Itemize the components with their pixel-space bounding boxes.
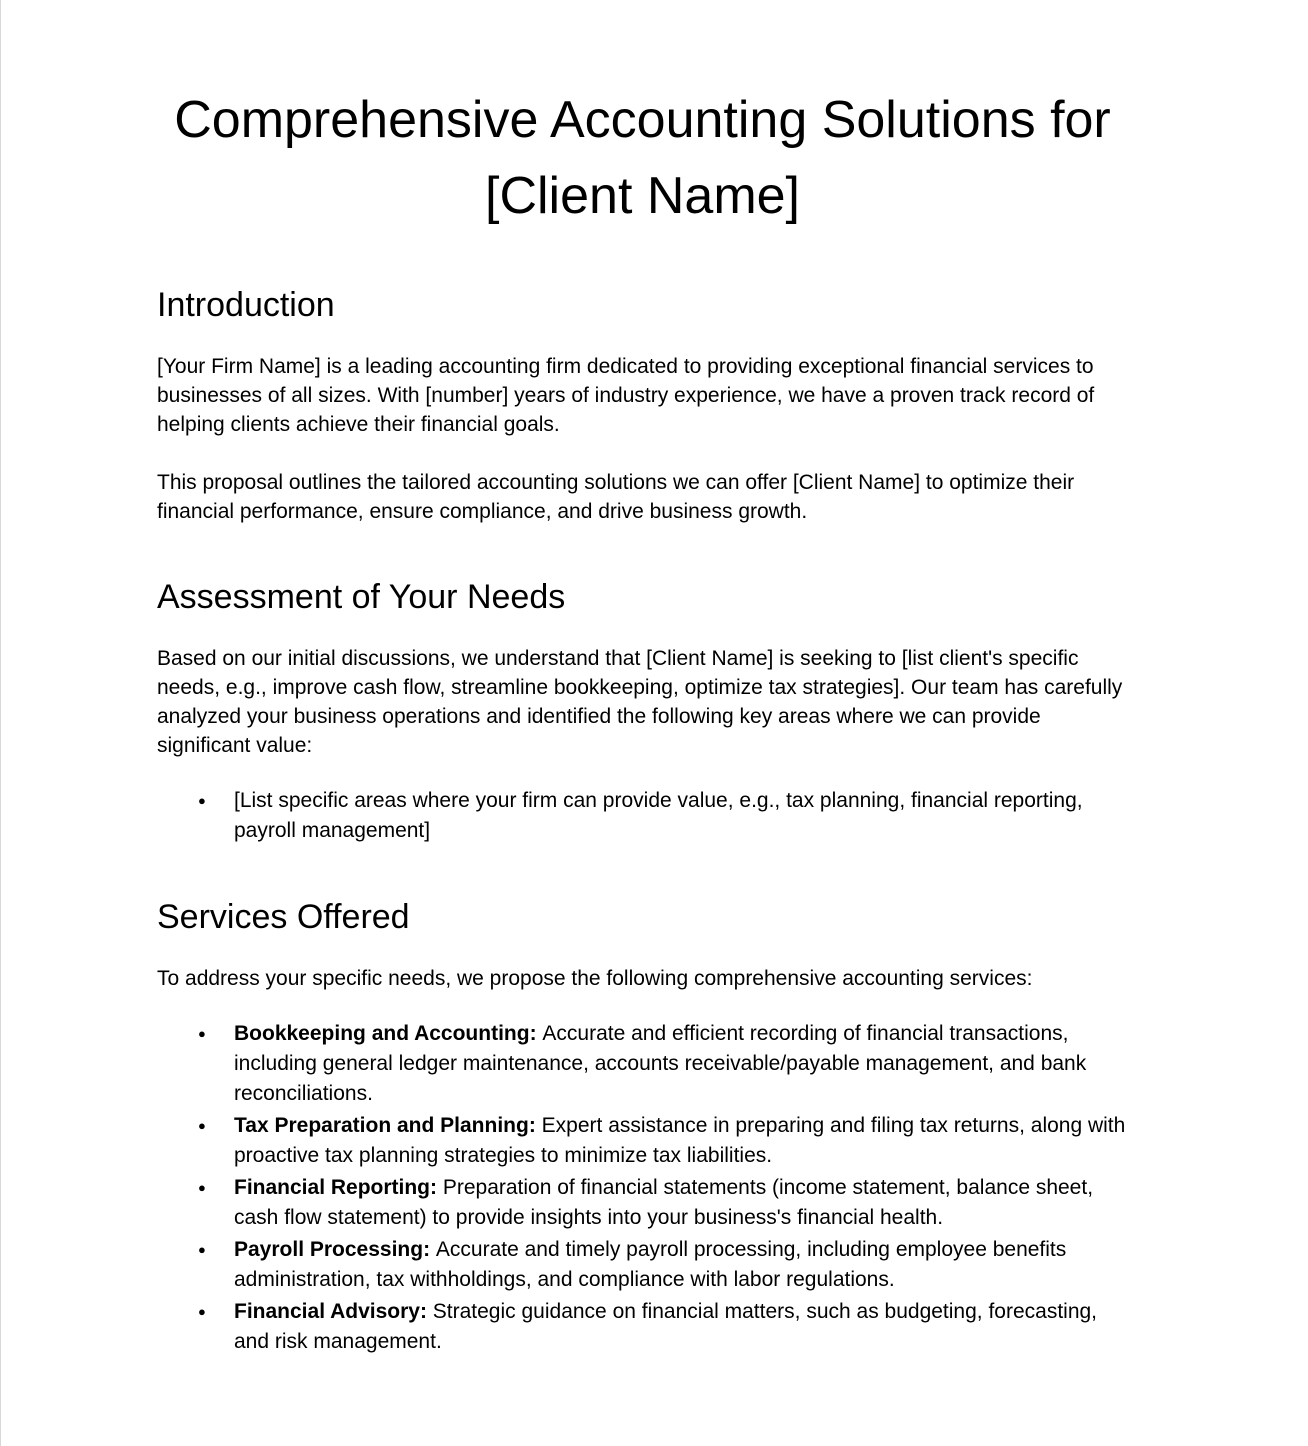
paragraph: To address your specific needs, we propose the following comprehensive accounting services: — [157, 967, 1033, 990]
list-item-lead: Payroll Processing: — [234, 1238, 436, 1261]
bullet-icon: ● — [198, 1118, 206, 1133]
bullet-icon: ● — [198, 1242, 206, 1257]
bullet-list — [157, 1019, 1128, 1357]
list-item-text: Expert assistance in preparing and filing tax returns, along with proactive tax planning strategies to minimize tax liabilities. — [234, 1114, 1126, 1167]
list-item-lead: Tax Preparation and Planning: — [234, 1114, 542, 1137]
bullet-icon: ● — [198, 1304, 206, 1319]
section-assessment-of-your-needs — [157, 576, 1128, 846]
list-item-lead: Bookkeeping and Accounting: — [234, 1022, 543, 1045]
paragraph: [Your Firm Name] is a leading accounting firm dedicated to providing exceptional financial services to businesses of all sizes. With [number] years of industry experience, we have a proven track record of helping clients achieve their financial goals. — [157, 355, 1095, 436]
document-title: Comprehensive Accounting Solutions for [Client Name] — [174, 91, 1111, 225]
paragraph: This proposal outlines the tailored accounting solutions we can offer [Client Name] to optimize their financial performance, ensure compliance, and drive business growth. — [157, 471, 1075, 523]
section-heading: Assessment of Your Needs — [157, 578, 566, 616]
bullet-list — [157, 786, 1128, 846]
list-item-text: Accurate and timely payroll processing, including employee benefits administration, tax withholdings, and compliance with labor regulations. — [234, 1238, 1067, 1291]
list-item — [157, 786, 1128, 846]
section-heading: Services Offered — [157, 898, 410, 936]
list-item — [157, 1173, 1128, 1233]
section-services-offered — [157, 896, 1128, 1357]
bullet-icon: ● — [198, 793, 206, 808]
list-item — [157, 1297, 1128, 1357]
bullet-icon: ● — [198, 1180, 206, 1195]
list-item — [157, 1019, 1128, 1109]
list-item-text: [List specific areas where your firm can provide value, e.g., tax planning, financial reporting, payroll management] — [234, 789, 1083, 842]
list-item-text: Accurate and efficient recording of financial transactions, including general ledger maintenance, accounts receivable/payable management, and bank reconciliations. — [234, 1022, 1087, 1105]
section-introduction — [157, 284, 1128, 526]
list-item-text: Strategic guidance on financial matters, such as budgeting, forecasting, and risk management. — [234, 1300, 1098, 1353]
list-item-lead: Financial Reporting: — [234, 1176, 443, 1199]
list-item — [157, 1235, 1128, 1295]
list-item-text: Preparation of financial statements (income statement, balance sheet, cash flow statement) to provide insights into your business's financial health. — [234, 1176, 1094, 1229]
section-heading: Introduction — [157, 286, 335, 324]
paragraph: Based on our initial discussions, we understand that [Client Name] is seeking to [list client's specific needs, e.g., improve cash flow, streamline bookkeeping, optimize tax strategies]. Our team has carefully analyzed your business operations and identified the following key areas where we can provide significant value: — [157, 647, 1123, 757]
bullet-icon: ● — [198, 1026, 206, 1041]
list-item-lead: Financial Advisory: — [234, 1300, 433, 1323]
list-item — [157, 1111, 1128, 1171]
document-body — [157, 284, 1128, 1357]
